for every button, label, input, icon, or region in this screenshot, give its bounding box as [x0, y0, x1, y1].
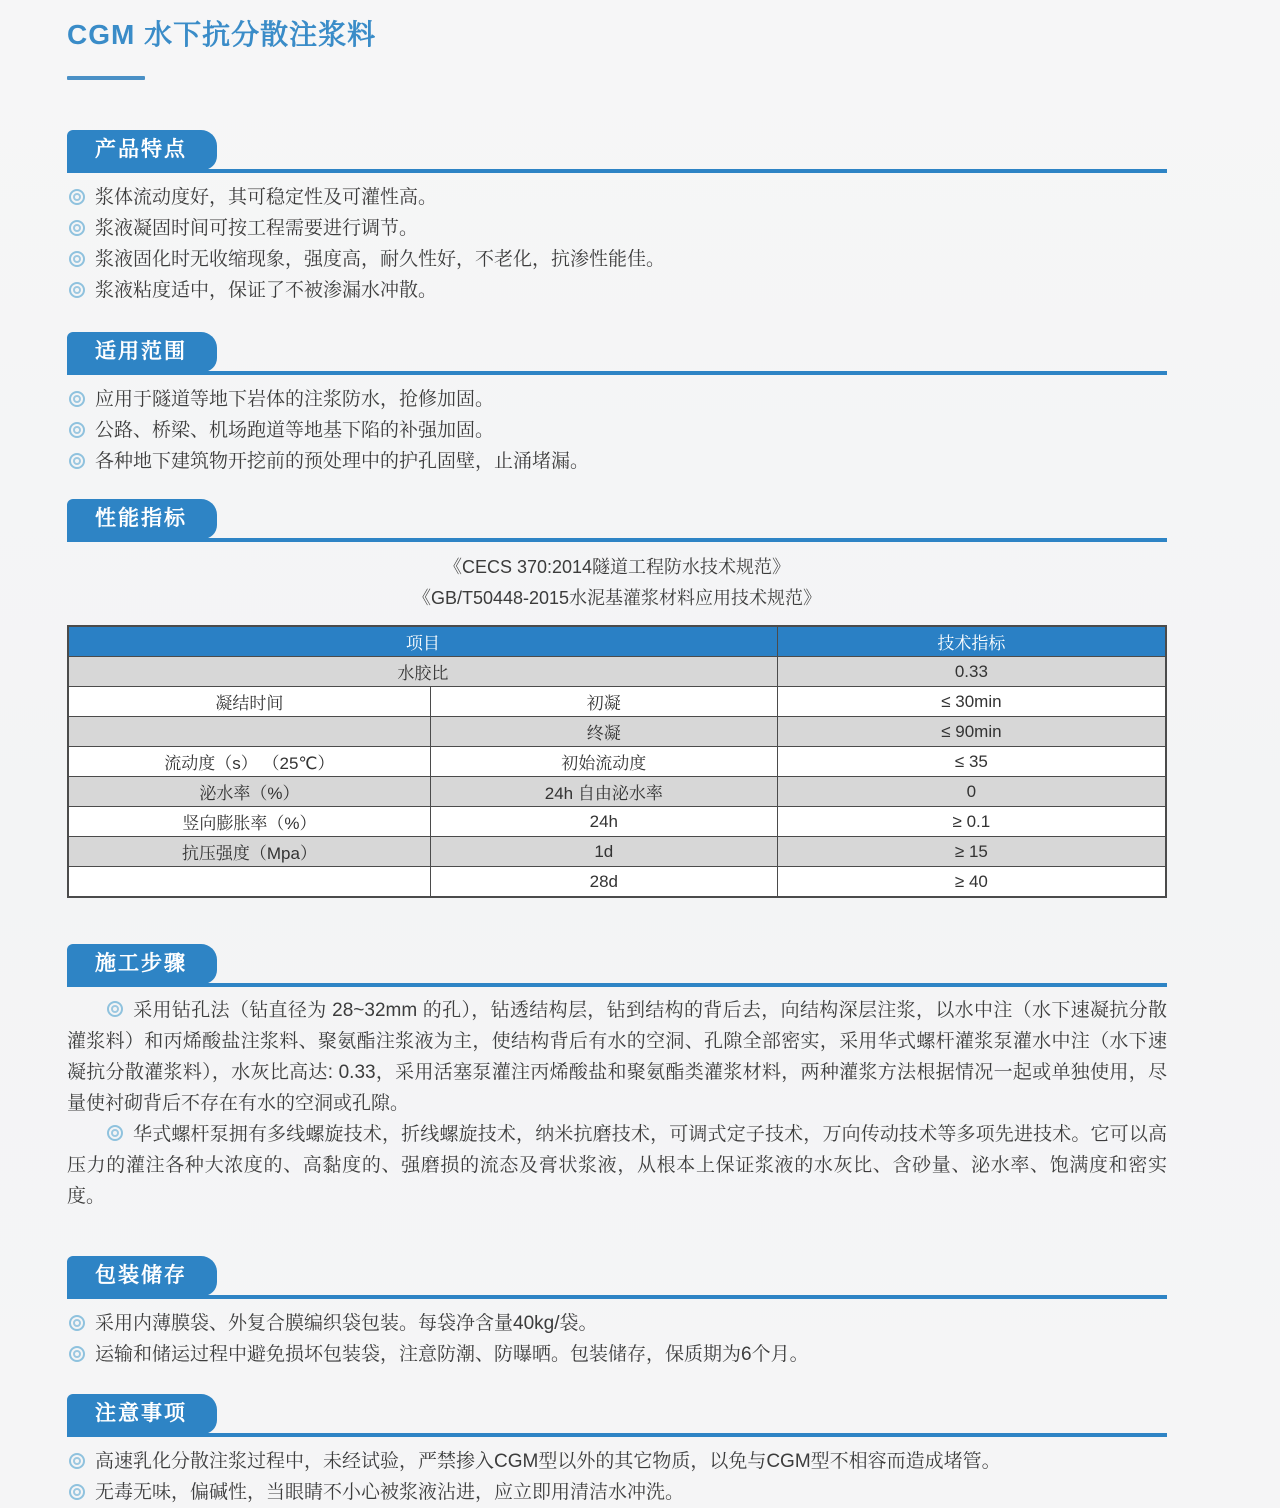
- section-notes: [67, 1394, 1167, 1508]
- table-cell: 终凝: [430, 717, 777, 747]
- scope-bullet-list: [67, 375, 1167, 477]
- list-item: [69, 213, 1167, 244]
- bullet-text: 浆液粘度适中，保证了不被渗漏水冲散。: [95, 280, 438, 301]
- list-item: [69, 182, 1167, 213]
- bullseye-icon: [69, 1346, 85, 1362]
- table-cell: 水胶比: [68, 657, 777, 687]
- section-tab-packaging: 包装储存: [67, 1256, 217, 1296]
- bullet-text: 各种地下建筑物开挖前的预处理中的护孔固壁，止涌堵漏。: [95, 451, 590, 472]
- step-paragraph: [67, 1119, 1167, 1212]
- section-header: [67, 499, 1167, 542]
- section-tab-notes: 注意事项: [67, 1394, 217, 1434]
- table-cell: ≥ 15: [777, 837, 1166, 867]
- bullet-text: 浆液凝固时间可按工程需要进行调节。: [95, 218, 419, 239]
- table-cell: ≥ 40: [777, 867, 1166, 898]
- section-tab-features: 产品特点: [67, 130, 217, 170]
- step-paragraph: [67, 995, 1167, 1119]
- table-row: [68, 657, 1166, 687]
- title-underline: [67, 76, 145, 80]
- table-cell: ≤ 35: [777, 747, 1166, 777]
- table-row: [68, 687, 1166, 717]
- table-cell: 24h 自由泌水率: [430, 777, 777, 807]
- performance-table: [67, 625, 1167, 898]
- list-item: [69, 1339, 1167, 1370]
- bullet-text: 公路、桥梁、机场跑道等地基下陷的补强加固。: [95, 420, 495, 441]
- bullseye-icon: [69, 282, 85, 298]
- bullseye-icon: [69, 1315, 85, 1331]
- table-cell: 24h: [430, 807, 777, 837]
- section-header: [67, 1394, 1167, 1437]
- table-row: [68, 867, 1166, 898]
- table-cell: 1d: [430, 837, 777, 867]
- notes-bullet-list: [67, 1437, 1167, 1508]
- table-cell: 抗压强度（Mpa）: [68, 837, 430, 867]
- bullseye-icon: [107, 1001, 123, 1017]
- table-cell: ≤ 30min: [777, 687, 1166, 717]
- section-packaging: [67, 1256, 1167, 1370]
- list-item: [69, 275, 1167, 306]
- section-scope: [67, 332, 1167, 477]
- page-title: CGM 水下抗分散注浆料: [67, 19, 377, 50]
- paragraph-text: 华式螺杆泵拥有多线螺旋技术，折线螺旋技术，纳米抗磨技术，可调式定子技术，万向传动技术等多项先进技术。它可以高压力的灌注各种大浓度的、高黏度的、强磨损的流态及膏状浆液，从根本上保证浆液的水灰比、含砂量、泌水率、饱满度和密实度。: [67, 1124, 1167, 1207]
- steps-paragraphs: [67, 987, 1167, 1212]
- table-cell: 28d: [430, 867, 777, 898]
- bullet-text: 无毒无味，偏碱性，当眼睛不小心被浆液沾进，应立即用清洁水冲洗。: [95, 1482, 685, 1503]
- bullseye-icon: [69, 1453, 85, 1469]
- bullseye-icon: [69, 189, 85, 205]
- table-header-cell: 项目: [68, 626, 777, 657]
- standard-reference: 《GB/T50448-2015水泥基灌浆材料应用技术规范》: [412, 588, 822, 608]
- bullseye-icon: [69, 251, 85, 267]
- bullseye-icon: [69, 1484, 85, 1500]
- section-steps: [67, 944, 1167, 1212]
- table-cell: [68, 717, 430, 747]
- bullet-text: 运输和储运过程中避免损坏包装袋，注意防潮、防曝晒。包装储存，保质期为6个月。: [95, 1344, 809, 1365]
- section-performance: [67, 499, 1167, 898]
- table-cell: 流动度（s） （25℃）: [68, 747, 430, 777]
- bullet-text: 应用于隧道等地下岩体的注浆防水，抢修加固。: [95, 389, 495, 410]
- bullet-text: 高速乳化分散注浆过程中，未经试验，严禁掺入CGM型以外的其它物质，以免与CGM型不相容而造成堵管。: [95, 1451, 1001, 1472]
- table-cell: ≥ 0.1: [777, 807, 1166, 837]
- bullseye-icon: [107, 1125, 123, 1141]
- list-item: [69, 384, 1167, 415]
- bullet-text: 采用内薄膜袋、外复合膜编织袋包装。每袋净含量40kg/袋。: [95, 1313, 598, 1334]
- bullseye-icon: [69, 220, 85, 236]
- table-cell: 初凝: [430, 687, 777, 717]
- section-features: [67, 130, 1167, 306]
- table-header-cell: 技术指标: [777, 626, 1166, 657]
- bullseye-icon: [69, 453, 85, 469]
- table-cell: 0.33: [777, 657, 1166, 687]
- section-tab-scope: 适用范围: [67, 332, 217, 372]
- list-item: [69, 1308, 1167, 1339]
- bullet-text: 浆体流动度好，其可稳定性及可灌性高。: [95, 187, 438, 208]
- table-cell: 泌水率（%）: [68, 777, 430, 807]
- section-header: [67, 944, 1167, 987]
- table-header-row: [68, 626, 1166, 657]
- list-item: [69, 244, 1167, 275]
- list-item: [69, 446, 1167, 477]
- standard-reference: 《CECS 370:2014隧道工程防水技术规范》: [443, 557, 791, 577]
- section-tab-steps: 施工步骤: [67, 944, 217, 984]
- section-header: [67, 332, 1167, 375]
- list-item: [69, 1446, 1167, 1477]
- table-cell: 初始流动度: [430, 747, 777, 777]
- table-row: [68, 807, 1166, 837]
- section-tab-performance: 性能指标: [67, 499, 217, 539]
- bullet-text: 浆液固化时无收缩现象，强度高，耐久性好，不老化，抗渗性能佳。: [95, 249, 666, 270]
- table-cell: [68, 867, 430, 898]
- bullseye-icon: [69, 422, 85, 438]
- section-header: [67, 1256, 1167, 1299]
- table-cell: 凝结时间: [68, 687, 430, 717]
- list-item: [69, 1477, 1167, 1508]
- table-row: [68, 837, 1166, 867]
- packaging-bullet-list: [67, 1299, 1167, 1370]
- table-cell: ≤ 90min: [777, 717, 1166, 747]
- features-bullet-list: [67, 173, 1167, 306]
- bullseye-icon: [69, 391, 85, 407]
- table-row: [68, 747, 1166, 777]
- section-header: [67, 130, 1167, 173]
- standards-list: [67, 542, 1167, 614]
- paragraph-text: 采用钻孔法（钻直径为 28~32mm 的孔），钻透结构层，钻到结构的背后去，向结构深层注浆，以水中注（水下速凝抗分散灌浆料）和丙烯酸盐注浆料、聚氨酯注浆液为主，使结构背后有水的空洞、孔隙全部密实，采用华式螺杆灌浆泵灌水中注（水下速凝抗分散灌浆料），水灰比高达: 0.33，采用活塞泵灌注丙烯酸盐和聚氨酯类灌浆材料，两种灌浆方法根据情况一起或单独使用，尽量使衬砌背后不存在有水的空洞或孔隙。: [67, 1000, 1167, 1114]
- table-cell: 0: [777, 777, 1166, 807]
- list-item: [69, 415, 1167, 446]
- table-cell: 竖向膨胀率（%）: [68, 807, 430, 837]
- table-row: [68, 777, 1166, 807]
- table-row: [68, 717, 1166, 747]
